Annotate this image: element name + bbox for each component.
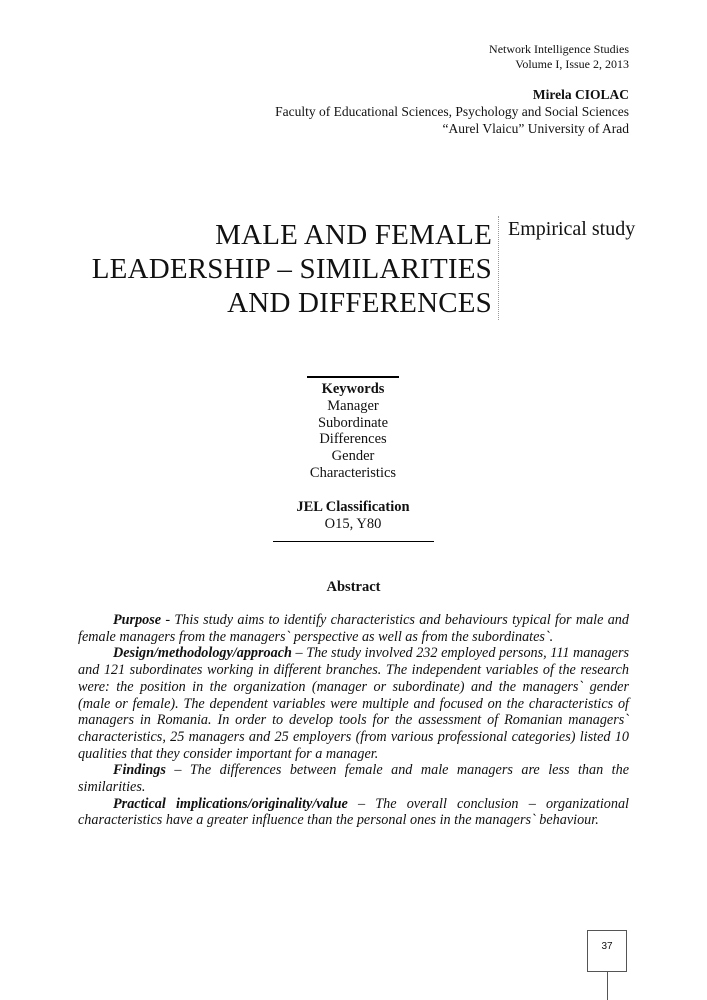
author-name: Mirela CIOLAC — [532, 87, 629, 102]
abstract-text: – The study involved 232 employed persons, 111 managers and 121 subordinates working in different branches. The independent variables of the research were: the position in the organization (manager or subordinate) and the managers` gender (male or female). The dependent variables were multiple and focused on the characteristics of managers in Romania. In order to develop tools for the assessment of Romanian managers` characteristics, 25 managers and 25 employers (from various professional categories) listed 10 qualities that they consider important for a manager. — [78, 645, 629, 762]
keyword-item: Manager — [327, 397, 379, 414]
title-separator — [498, 216, 499, 320]
abstract-design — [78, 645, 629, 762]
keyword-item: Differences — [319, 431, 387, 448]
abstract-text: – The overall conclusion – organizational characteristics have a greater influence than the personal ones in the managers` behaviour. — [78, 795, 629, 829]
abstract-label: Purpose — [113, 612, 162, 628]
jel-heading: JEL Classification — [296, 498, 410, 515]
keyword-item: Subordinate — [317, 414, 389, 431]
author-block — [275, 86, 629, 137]
keyword-item: Gender — [331, 448, 375, 465]
abstract-body — [78, 612, 629, 829]
journal-header — [489, 42, 629, 72]
author-faculty: Faculty of Educational Sciences, Psychology and Social Sciences — [275, 104, 629, 119]
journal-issue: Volume I, Issue 2, 2013 — [515, 57, 629, 71]
jel-codes: O15, Y80 — [324, 515, 382, 532]
paper-type: Empirical study — [508, 218, 636, 240]
abstract-findings — [78, 762, 629, 795]
page-number: 37 — [587, 930, 627, 972]
abstract-label: Practical implications/originality/value — [113, 795, 348, 812]
keywords-bottom-rule — [273, 541, 434, 542]
paper-title — [60, 218, 492, 320]
abstract-implications — [78, 796, 629, 829]
abstract-text: - This study aims to identify characteristics and behaviours typical for male and female managers from the managers` perspective as well as from the subordinates`. — [78, 612, 629, 645]
abstract-label: Findings — [113, 762, 166, 779]
title-line-2: LEADERSHIP – SIMILARITIES — [91, 253, 492, 285]
page-number-line — [607, 972, 608, 1000]
keywords-top-rule — [307, 376, 399, 378]
abstract-label: Design/methodology/approach — [113, 645, 292, 662]
journal-name: Network Intelligence Studies — [489, 42, 629, 56]
abstract-purpose — [78, 612, 629, 645]
title-line-1: MALE AND FEMALE — [215, 219, 492, 251]
title-line-3: AND DIFFERENCES — [227, 287, 492, 319]
abstract-heading: Abstract — [326, 579, 381, 595]
abstract-text: – The differences between female and male managers are less than the similarities. — [78, 762, 629, 796]
keyword-item: Characteristics — [309, 464, 397, 481]
keywords-block — [253, 381, 453, 532]
keywords-heading: Keywords — [321, 381, 385, 397]
author-university: “Aurel Vlaicu” University of Arad — [442, 121, 629, 136]
